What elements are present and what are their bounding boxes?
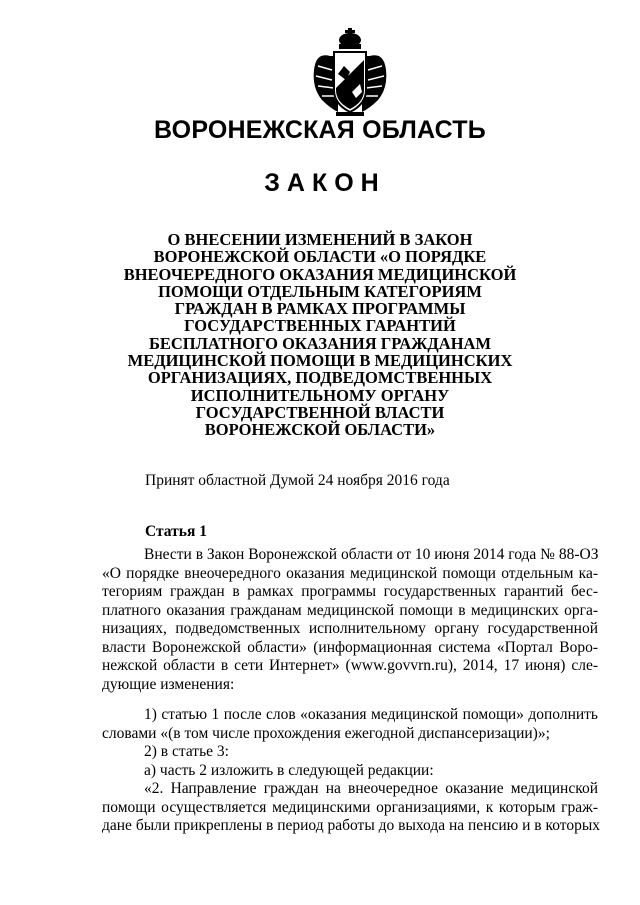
paragraph-line: власти Воронежской области» (информационная система «Портал Воро- [102, 638, 598, 656]
paragraph-line: помощи осуществляется медицинскими организациями, к которым граж- [102, 798, 598, 816]
law-title-line: ГОСУДАРСТВЕННЫХ ГАРАНТИЙ [184, 316, 456, 336]
law-title-line: ВОРОНЕЖСКОЙ ОБЛАСТИ «О ПОРЯДКЕ [153, 247, 487, 267]
amendments-paragraph [102, 706, 598, 836]
paragraph-line: а) часть 2 изложить в следующей редакции: [144, 761, 434, 779]
paragraph-line: словами «(в том числе прохождения ежегодной диспансеризации)»; [102, 724, 550, 742]
paragraph-line: тегориям граждан в рамках программы государственных гарантий бес- [102, 583, 598, 600]
law-title-line: МЕДИЦИНСКОЙ ПОМОЩИ В МЕДИЦИНСКИХ [127, 351, 513, 371]
paragraph-line: дующие изменения: [102, 675, 235, 693]
paragraph-line: нежской области в сети Интернет» (www.govvrn.ru), 2014, 17 июня) сле- [102, 657, 598, 674]
article-heading: Статья 1 [145, 523, 207, 540]
region-title: ВОРОНЕЖСКАЯ ОБЛАСТЬ [154, 116, 486, 144]
paragraph-line: дане были прикреплены в период работы до выхода на пенсию и в которых [102, 817, 600, 834]
coat-of-arms-icon [308, 26, 392, 118]
law-title-line: ВОРОНЕЖСКОЙ ОБЛАСТИ» [204, 420, 436, 440]
law-title-line: ПОМОЩИ ОТДЕЛЬНЫМ КАТЕГОРИЯМ [158, 281, 482, 301]
paragraph-line: Внести в Закон Воронежской области от 10 июня 2014 года № 88-ОЗ [144, 546, 599, 563]
paragraph-line: 2) в статье 3: [144, 743, 229, 760]
law-title-line: БЕСПЛАТНОГО ОКАЗАНИЯ ГРАЖДАНАМ [148, 333, 492, 353]
paragraph-line: 1) статью 1 после слов «оказания медицинской помощи» дополнить [144, 706, 598, 723]
law-title-line: ИСПОЛНИТЕЛЬНОМУ ОРГАНУ [190, 385, 450, 405]
law-title-line: ВНЕОЧЕРЕДНОГО ОКАЗАНИЯ МЕДИЦИНСКОЙ [123, 264, 517, 284]
law-title [0, 231, 640, 439]
law-title-line: ОРГАНИЗАЦИЯХ, ПОДВЕДОМСТВЕННЫХ [147, 368, 493, 388]
law-title-line: ГОСУДАРСТВЕННОЙ ВЛАСТИ [195, 402, 445, 422]
paragraph-line: платного оказания гражданам медицинской помощи в медицинских орга- [102, 601, 598, 619]
article-intro-paragraph [102, 546, 598, 694]
document-type-heading: ЗАКОН [264, 169, 386, 197]
paragraph-line: «2. Направление граждан на внеочередное оказание медицинской [144, 780, 598, 797]
adoption-note: Принят областной Думой 24 ноября 2016 года [145, 472, 450, 489]
paragraph-line: низациях, подведомственных исполнительному органу государственной [102, 620, 598, 637]
law-title-line: ГРАЖДАН В РАМКАХ ПРОГРАММЫ [174, 299, 466, 319]
law-title-line: О ВНЕСЕНИИ ИЗМЕНЕНИЙ В ЗАКОН [167, 230, 473, 249]
paragraph-line: «О порядке внеочередного оказания медицинской помощи отдельным ка- [102, 564, 598, 582]
